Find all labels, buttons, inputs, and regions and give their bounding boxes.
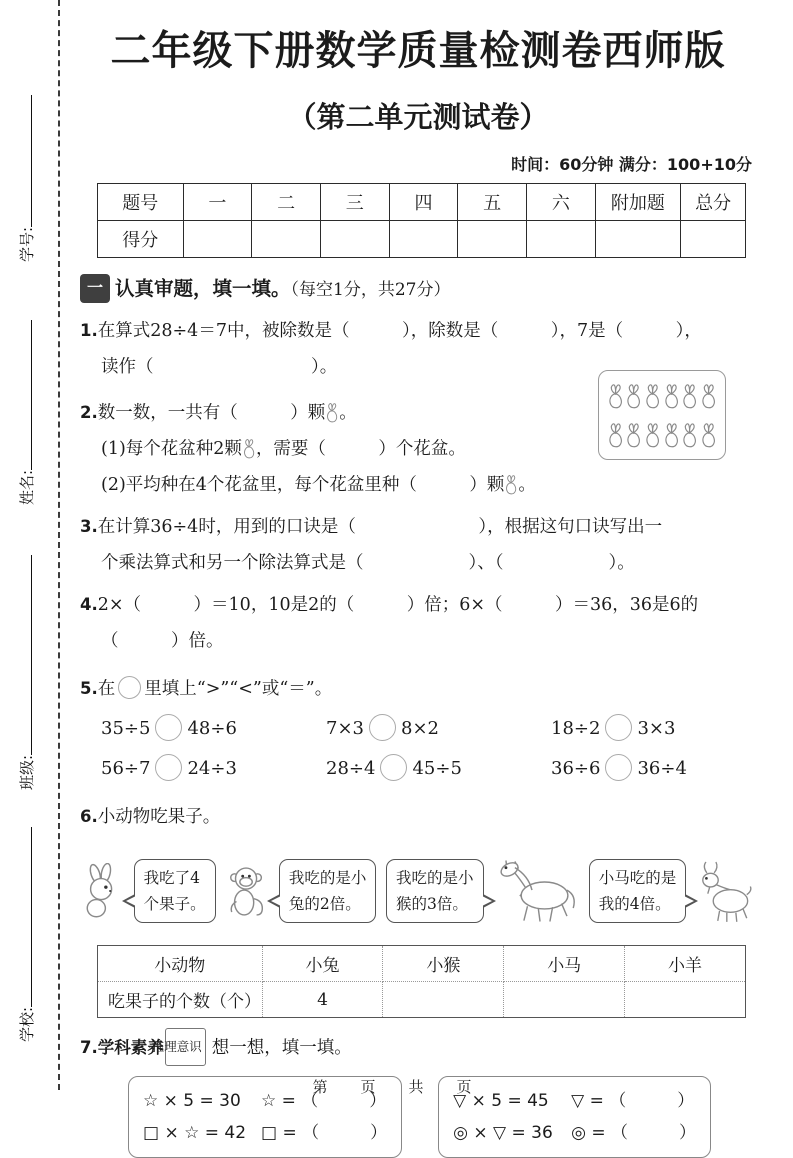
animal-col: 小羊 (625, 946, 746, 982)
animal-row-label: 吃果子的个数（个） (98, 982, 263, 1018)
score-table (97, 183, 746, 258)
sprout-icon (243, 438, 255, 459)
animal-col: 小猴 (383, 946, 504, 982)
compare-circle-blank (155, 754, 182, 781)
compare-circle-blank (380, 754, 407, 781)
equation-answer-blank: ▽ = （ ） (571, 1091, 695, 1111)
score-col: 一 (183, 184, 252, 221)
score-cell (389, 221, 458, 258)
animal-col: 小马 (504, 946, 625, 982)
score-col: 附加题 (595, 184, 681, 221)
rabbit-speech-bubble (134, 859, 216, 923)
compare-left: 28÷4 (326, 758, 376, 779)
bubble-text: 我的4倍。 (598, 895, 671, 913)
animal-col: 小兔 (262, 946, 383, 982)
animal-table (97, 945, 746, 1018)
question-2-sub2: (2)平均种在4个花盆里，每个花盆里种（ ）颗 (101, 475, 505, 495)
question-7 (80, 1028, 756, 1066)
question-3-line1: 在计算36÷4时，用到的口诀是（ ），根据这句口诀写出一 (97, 517, 663, 537)
animal-value-cell: 4 (262, 982, 383, 1018)
question-2-sub1: (1)每个花盆种2颗 (101, 439, 242, 459)
time-score-note: 时间：60分钟 满分：100+10分 (511, 155, 752, 174)
compare-left: 7×3 (326, 718, 364, 739)
goat-icon (696, 860, 754, 922)
animal-table-header-row (98, 946, 746, 982)
bubble-text: 我吃了4 (143, 869, 200, 887)
compare-left: 36÷6 (551, 758, 601, 779)
compare-right: 3×3 (637, 718, 676, 739)
subject-literacy-badge: 学科素养 (97, 1038, 164, 1057)
school-blank (17, 827, 32, 1007)
score-table-score-row (98, 221, 746, 258)
class-blank (17, 555, 32, 755)
score-col: 五 (458, 184, 527, 221)
sprout-icon (326, 402, 338, 423)
bubble-text: 兔的2倍。 (288, 895, 361, 913)
question-2-line1-end: 。 (339, 403, 357, 423)
bubble-text: 我吃的是小 (288, 869, 367, 887)
rabbit-icon (82, 863, 124, 919)
question-4 (80, 587, 756, 659)
score-cell (183, 221, 252, 258)
score-row-label: 得分 (98, 221, 184, 258)
question-2-line1: 数一数，一共有（ ）颗 (97, 403, 326, 423)
compare-left: 18÷2 (551, 718, 601, 739)
animal-value-cell (383, 982, 504, 1018)
score-col: 二 (252, 184, 321, 221)
section-one-badge: 一 (80, 274, 110, 303)
name-field (16, 320, 38, 505)
page-footer: 第 页 共 页 (312, 1078, 481, 1096)
student-id-label: 学号: (18, 226, 36, 262)
bubble-text: 小马吃的是 (598, 869, 677, 887)
score-col: 六 (526, 184, 595, 221)
student-id-field (16, 95, 38, 262)
compare-item (101, 709, 326, 749)
equation-answer-blank: □ = （ ） (261, 1123, 388, 1143)
horse-speech-bubble (386, 859, 484, 923)
equation-answer-blank: ◎ = （ ） (571, 1123, 697, 1143)
question-1-line1: 在算式28÷4＝7中，被除数是（ ），除数是（ ），7是（ ）， (97, 321, 702, 341)
score-cell (595, 221, 681, 258)
animal-value-cell (625, 982, 746, 1018)
class-label: 班级: (18, 754, 36, 790)
student-id-blank (17, 95, 32, 227)
question-1-line2: 读作（ ）。 (101, 357, 338, 377)
compare-right: 48÷6 (187, 718, 237, 739)
cut-dashed-line (58, 0, 60, 1090)
bubble-text: 猴的3倍。 (396, 895, 468, 913)
animal-bubble-row (82, 843, 754, 939)
compare-circle-blank (369, 714, 396, 741)
score-col: 四 (389, 184, 458, 221)
goat-speech-bubble (589, 859, 687, 923)
question-2-sub1-end: ，需要（ ）个花盆。 (255, 439, 466, 459)
question-2-sub2-end: 。 (518, 475, 536, 495)
name-label: 姓名: (18, 469, 36, 505)
score-header-label: 题号 (98, 184, 184, 221)
compare-circle-blank (605, 754, 632, 781)
name-blank (17, 320, 32, 470)
question-3-line2: 个乘法算式和另一个除法算式是（ ）、（ ）。 (101, 553, 635, 573)
compare-right: 24÷3 (187, 758, 237, 779)
question-2 (80, 395, 756, 503)
question-6-number: 6. (80, 807, 98, 826)
compare-left: 56÷7 (101, 758, 151, 779)
animal-table-corner: 小动物 (98, 946, 263, 982)
compare-item (326, 709, 551, 749)
score-cell (526, 221, 595, 258)
equation-answer-blank: ☆ = （ ） (261, 1091, 387, 1111)
page-subtitle: （第二单元测试卷） (287, 100, 549, 134)
compare-item (326, 749, 551, 789)
question-3-number: 3. (80, 517, 98, 536)
score-cell (458, 221, 527, 258)
question-5-items (101, 709, 756, 789)
score-cell (681, 221, 746, 258)
score-table-header-row (98, 184, 746, 221)
animal-table-value-row (98, 982, 746, 1018)
question-5-number: 5. (80, 679, 98, 698)
question-6-intro: 小动物吃果子。 (97, 807, 221, 827)
score-col: 三 (320, 184, 389, 221)
compare-circle-icon (118, 676, 141, 699)
paper-body (80, 20, 756, 1158)
section-one-title: 认真审题，填一填。 (115, 277, 291, 300)
compare-row (101, 749, 756, 789)
score-cell (320, 221, 389, 258)
equation: ◎ × ▽ = 36 (453, 1123, 553, 1143)
horse-icon (493, 856, 579, 926)
bubble-text: 个果子。 (143, 895, 206, 913)
compare-right: 45÷5 (412, 758, 462, 779)
question-7-title: 想一想，填一填。 (211, 1038, 352, 1058)
question-5-intro-pre: 在 (97, 679, 116, 699)
monkey-icon (225, 862, 269, 920)
question-1-number: 1. (80, 321, 98, 340)
question-4-line1: 2×（ ）＝10，10是2的（ ）倍；6×（ ）＝36，36是6的 (97, 595, 699, 615)
compare-right: 36÷4 (637, 758, 687, 779)
reasoning-awareness-badge: ·推理意识 (165, 1028, 206, 1066)
compare-left: 35÷5 (101, 718, 151, 739)
question-7-number: 7. (80, 1038, 98, 1057)
question-5-intro-post: 里填上“>”“<”或“＝”。 (144, 679, 333, 699)
section-one-note: （每空1分，共27分） (290, 280, 451, 300)
compare-item (101, 749, 326, 789)
monkey-speech-bubble (279, 859, 377, 923)
compare-right: 8×2 (401, 718, 439, 739)
equation: □ × ☆ = 42 (143, 1123, 247, 1143)
compare-item (551, 749, 687, 789)
section-one-header (80, 274, 756, 303)
page-title: 二年级下册数学质量检测卷西师版 (110, 28, 726, 74)
class-field (16, 555, 38, 790)
score-col: 总分 (681, 184, 746, 221)
compare-circle-blank (155, 714, 182, 741)
school-label: 学校: (18, 1006, 36, 1042)
equation: ▽ × 5 = 45 (453, 1091, 549, 1111)
question-4-line2: （ ）倍。 (101, 631, 224, 651)
bubble-text: 我吃的是小 (396, 869, 474, 887)
question-3 (80, 509, 756, 581)
equation: ☆ × 5 = 30 (143, 1091, 241, 1111)
question-6 (80, 799, 756, 835)
compare-row (101, 709, 756, 749)
compare-circle-blank (605, 714, 632, 741)
compare-item (551, 709, 675, 749)
question-2-number: 2. (80, 403, 98, 422)
question-4-number: 4. (80, 595, 98, 614)
sprout-icon (505, 474, 517, 495)
score-cell (252, 221, 321, 258)
question-5 (80, 671, 756, 707)
animal-value-cell (504, 982, 625, 1018)
school-field (16, 827, 38, 1042)
